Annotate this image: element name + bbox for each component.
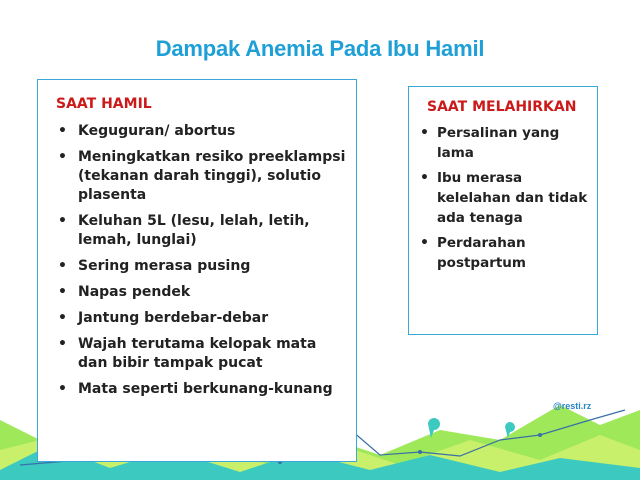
list-item: • Wajah terutama kelopak mata dan bibir tampak pucat [58,336,317,371]
graph-dot-icon [418,450,422,454]
list-item: • Persalinan yang lama [420,125,560,161]
bullet-icon: • [58,336,67,352]
list-item: • Napas pendek [58,284,191,300]
saat-hamil-heading: SAAT HAMIL [56,96,152,112]
bullet-icon: • [58,213,67,229]
bullet-icon: • [420,125,429,141]
list-item: • Perdarahan postpartum [420,235,526,271]
saat-melahirkan-heading: SAAT MELAHIRKAN [427,99,577,115]
bullet-icon: • [420,235,429,251]
saat-melahirkan-list [417,123,595,278]
graph-dot-icon [538,433,542,437]
bullet-icon: • [58,149,67,165]
bullet-icon: • [58,381,67,397]
list-item: • Mata seperti berkunang-kunang [58,381,333,397]
list-item: • Jantung berdebar-debar [58,310,269,326]
bullet-icon: • [58,284,67,300]
list-item: • Ibu merasa kelelahan dan tidak ada tenaga [420,170,588,226]
saat-hamil-list [52,122,348,406]
page-title: Dampak Anemia Pada Ibu Hamil [155,36,485,61]
bullet-icon: • [420,170,429,186]
saat-hamil-panel [37,79,357,462]
saat-melahirkan-panel [408,86,598,335]
bullet-icon: • [58,310,67,326]
list-item: • Meningkatkan resiko preeklampsi (tekanan darah tinggi), solutio plasenta [58,149,346,203]
list-item: • Keguguran/ abortus [58,123,236,139]
bullet-icon: • [58,123,67,139]
bullet-icon: • [58,258,67,274]
list-item: • Sering merasa pusing [58,258,251,274]
list-item: • Keluhan 5L (lesu, lelah, letih, lemah, lunglai) [58,213,310,248]
watermark: @resti.rz [553,401,592,411]
